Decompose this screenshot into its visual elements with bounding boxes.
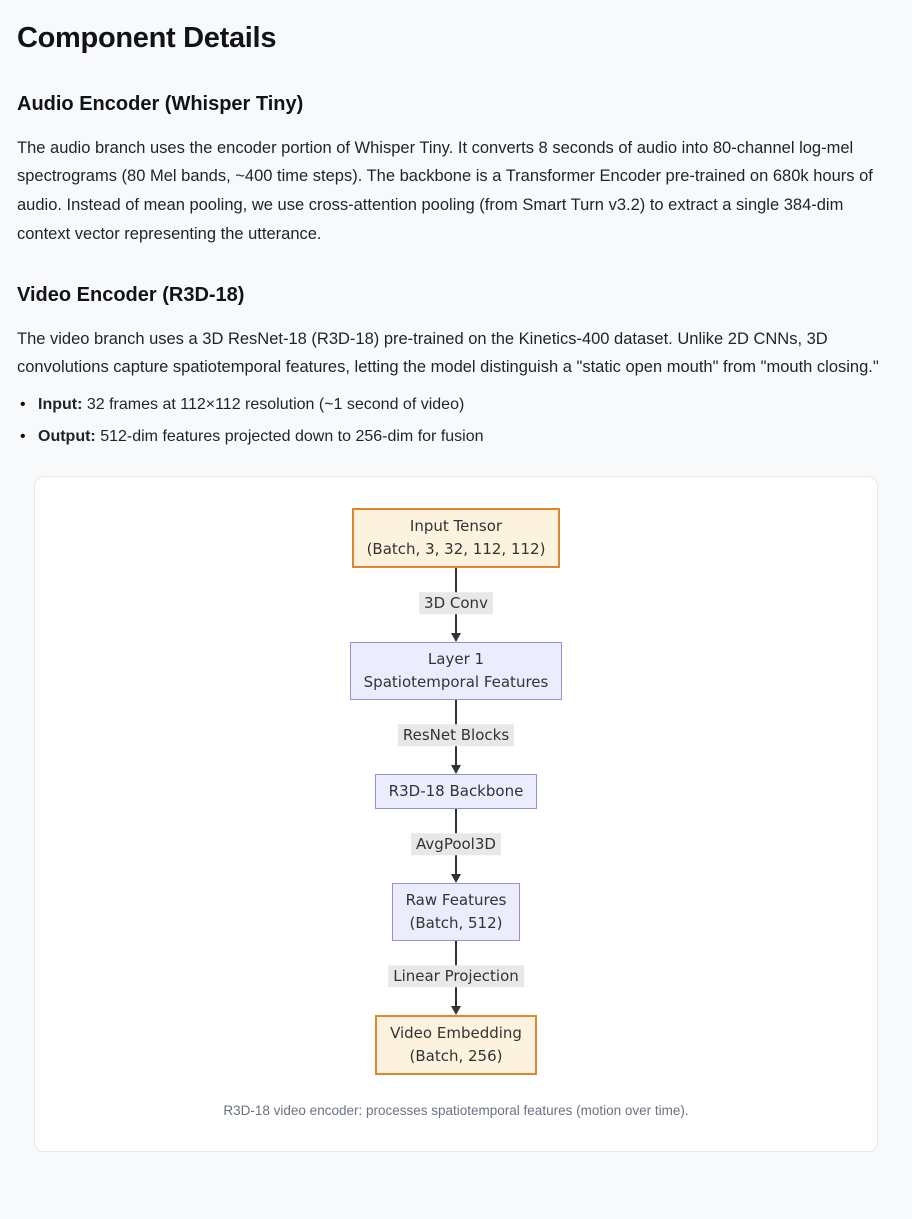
page-title: Component Details xyxy=(17,22,277,54)
node-line: (Batch, 3, 32, 112, 112) xyxy=(366,539,546,558)
edge-label: 3D Conv xyxy=(419,592,493,614)
document-body xyxy=(0,20,912,1152)
node-line: Spatiotemporal Features xyxy=(363,672,549,691)
node-line: Layer 1 xyxy=(427,649,485,668)
list-item-input-label: Input: xyxy=(38,395,83,413)
list-item-output-text: 512-dim features projected down to 256-dim for fusion xyxy=(95,427,484,445)
video-spec-list xyxy=(17,393,895,449)
list-item-input xyxy=(17,393,895,417)
section-heading-video-encoder: Video Encoder (R3D-18) xyxy=(17,283,245,306)
flowchart xyxy=(35,508,877,1075)
list-item-input-text: 32 frames at 112×112 resolution (~1 second of video) xyxy=(82,395,465,413)
flow-node-layer1 xyxy=(350,642,563,700)
node-line: Video Embedding xyxy=(390,1023,522,1042)
edge-label: Linear Projection xyxy=(388,965,524,987)
node-line: Raw Features xyxy=(405,890,507,909)
section-heading-audio-encoder: Audio Encoder (Whisper Tiny) xyxy=(17,92,304,115)
edge-label: ResNet Blocks xyxy=(398,724,514,746)
video-encoder-paragraph: The video branch uses a 3D ResNet-18 (R3D-18) pre-trained on the Kinetics-400 dataset. Unlike 2D CNNs, 3D convolutions capture spatiotemporal features, letting the model distinguish a "static open mouth" from "mouth closing." xyxy=(17,329,879,377)
node-line: (Batch, 512) xyxy=(409,913,503,932)
node-line: R3D-18 Backbone xyxy=(388,781,524,800)
edge-label: AvgPool3D xyxy=(411,833,501,855)
flow-node-raw-features xyxy=(392,883,521,941)
diagram-caption: R3D-18 video encoder: processes spatiotemporal features (motion over time). xyxy=(223,1102,689,1118)
flow-node-r3d18-backbone xyxy=(375,774,538,809)
node-line: Input Tensor xyxy=(409,516,503,535)
flow-node-video-embedding xyxy=(375,1015,537,1075)
list-item-output xyxy=(17,425,895,449)
node-line: (Batch, 256) xyxy=(409,1046,503,1065)
flow-node-input-tensor xyxy=(352,508,561,568)
audio-encoder-paragraph: The audio branch uses the encoder portion of Whisper Tiny. It converts 8 seconds of audio into 80-channel log-mel spectrograms (80 Mel bands, ~400 time steps). The backbone is a Transformer Encoder pre-trained on 680k hours of audio. Instead of mean pooling, we use cross-attention pooling (from Smart Turn v3.2) to extract a single 384-dim context vector representing the utterance. xyxy=(17,138,873,243)
diagram-card xyxy=(34,476,878,1152)
list-item-output-label: Output: xyxy=(38,427,96,445)
